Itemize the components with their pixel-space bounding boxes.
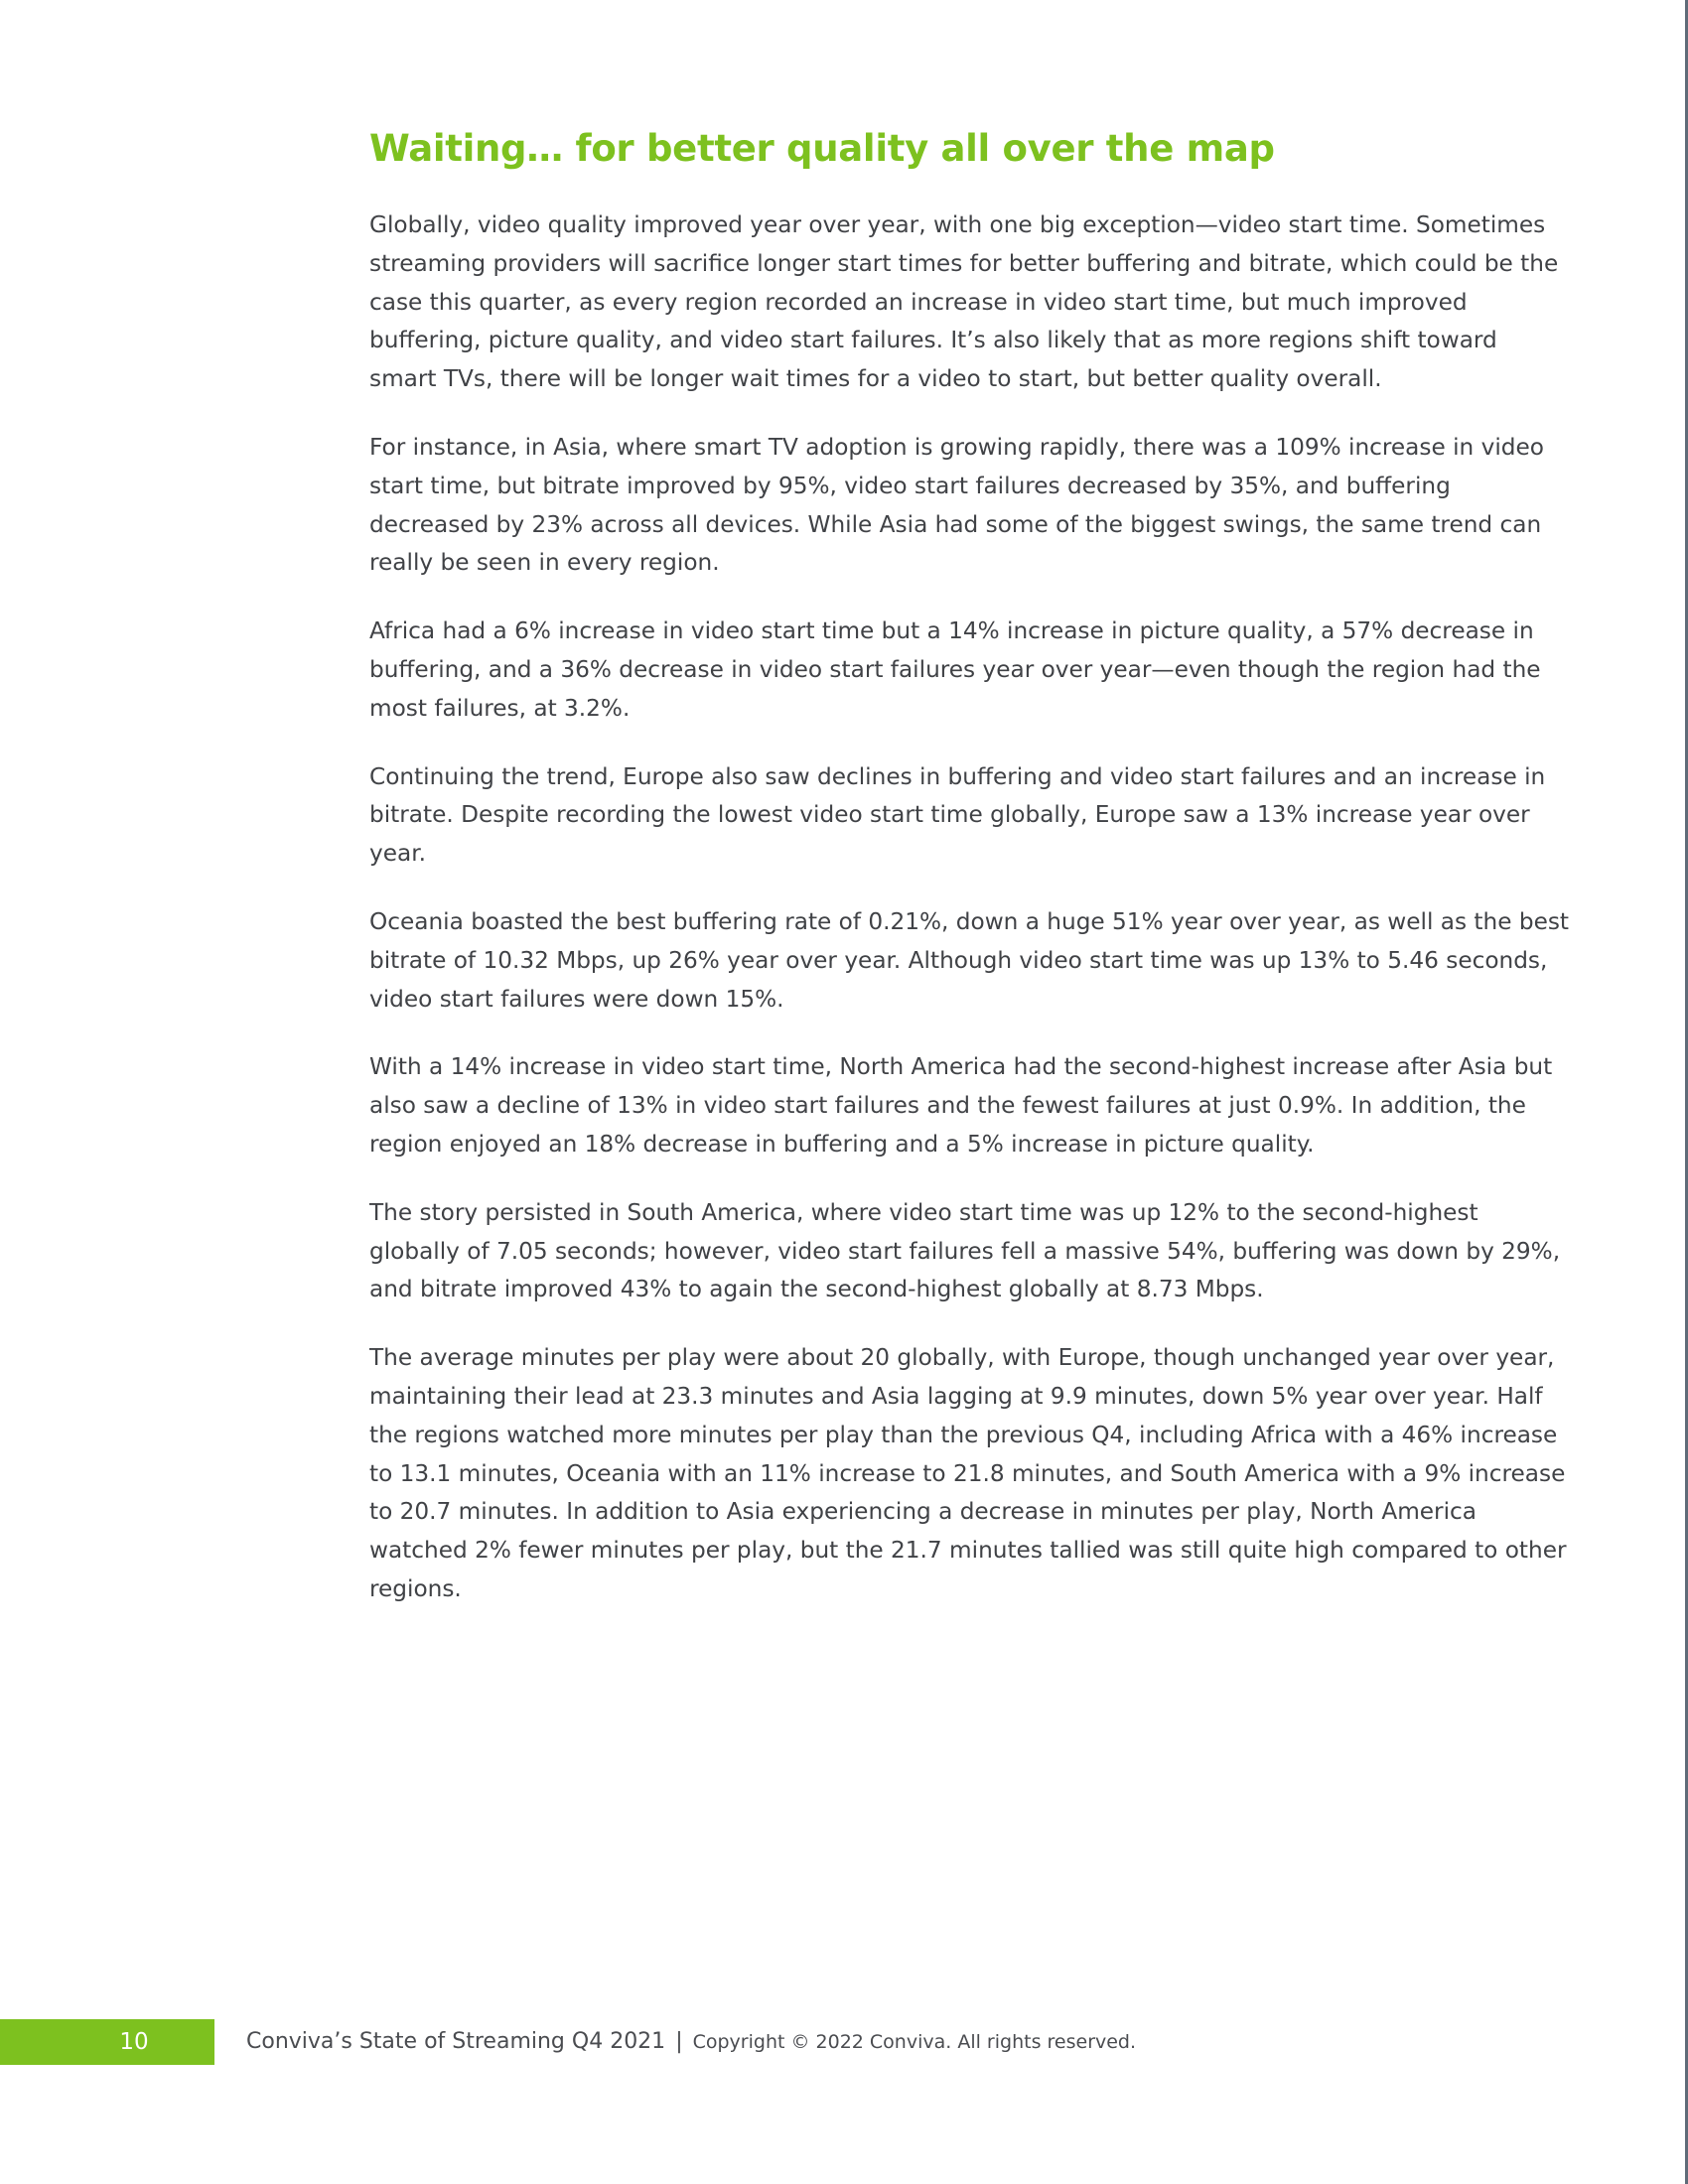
paragraph-south-america: The story persisted in South America, where video start time was up 12% to the second-highest globally of 7.05 seconds; however, video start failures fell a massive 54%, buffering was down by 29%, and bitrate improved 43% to again the second-highest globally at 8.73 Mbps. <box>369 1198 1561 1303</box>
paragraph-africa: Africa had a 6% increase in video start time but a 14% increase in picture quality, a 57% decrease in buffering, and a 36% decrease in video start failures year over year—even though the region had the most failures, at 3.2%. <box>369 617 1541 722</box>
page-title: Waiting… for better quality all over the map <box>369 127 1275 170</box>
footer-copyright: Copyright © 2022 Conviva. All rights reserved. <box>692 2031 1137 2053</box>
paragraph-north-america: With a 14% increase in video start time, North America had the second-highest increase after Asia but also saw a decline of 13% in video start failures and the fewest failures at just 0.9%. In addition, the region enjoyed an 18% decrease in buffering and a 5% increase in picture quality. <box>369 1053 1553 1158</box>
page-number: 10 <box>119 2029 149 2055</box>
page-number-badge <box>0 2019 214 2065</box>
paragraph-asia: For instance, in Asia, where smart TV adoption is growing rapidly, there was a 109% increase in video start time, but bitrate improved by 95%, video start failures decreased by 35%, and buffering decreased by 23% across all devices. While Asia had some of the biggest swings, the same trend can really be seen in every region. <box>369 433 1544 577</box>
paragraph-europe: Continuing the trend, Europe also saw declines in buffering and video start failures and an increase in bitrate. Despite recording the lowest video start time globally, Europe saw a 13% increase year over year. <box>369 762 1546 868</box>
footer <box>246 2019 1136 2065</box>
paragraph-minutes-per-play: The average minutes per play were about 20 globally, with Europe, though unchanged year over year, maintaining their lead at 23.3 minutes and Asia lagging at 9.9 minutes, down 5% year over year. Half the regions watched more minutes per play than the previous Q4, including Africa with a 46% increase to 13.1 minutes, Oceania with an 11% increase to 21.8 minutes, and South America with a 9% increase to 20.7 minutes. In addition to Asia experiencing a decrease in minutes per play, North America watched 2% fewer minutes per play, but the 21.7 minutes tallied was still quite high compared to other regions. <box>369 1344 1567 1602</box>
paragraph-intro: Globally, video quality improved year over year, with one big exception—video start time. Sometimes streaming providers will sacrifice longer start times for better buffering and bitrate, which could be the case this quarter, as every region recorded an increase in video start time, but much improved buffering, picture quality, and video start failures. It’s also likely that as more regions shift toward smart TVs, there will be longer wait times for a video to start, but better quality overall. <box>369 211 1559 393</box>
footer-report-title: Conviva’s State of Streaming Q4 2021 <box>246 2029 666 2054</box>
article-body <box>369 121 1571 1639</box>
footer-separator: | <box>675 2029 683 2054</box>
paragraph-oceania: Oceania boasted the best buffering rate of 0.21%, down a huge 51% year over year, as well as the best bitrate of 10.32 Mbps, up 26% year over year. Although video start time was up 13% to 5.46 seconds, video start failures were down 15%. <box>369 907 1570 1013</box>
